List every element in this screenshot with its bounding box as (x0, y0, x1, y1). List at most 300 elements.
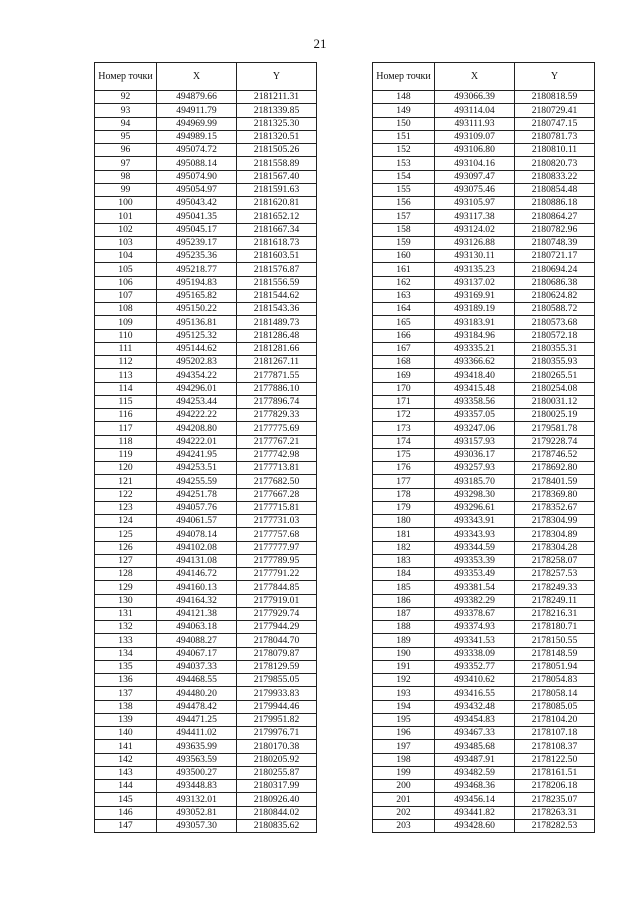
cell-point-number: 92 (95, 91, 157, 104)
cell-x: 493338.09 (435, 647, 515, 660)
cell-point-number: 180 (373, 515, 435, 528)
cell-x: 493366.62 (435, 356, 515, 369)
cell-y: 2178108.37 (515, 740, 595, 753)
cell-y: 2180864.27 (515, 210, 595, 223)
cell-point-number: 136 (95, 674, 157, 687)
cell-point-number: 139 (95, 713, 157, 726)
cell-x: 494411.02 (157, 727, 237, 740)
cell-x: 493441.82 (435, 806, 515, 819)
cell-y: 2180025.19 (515, 409, 595, 422)
table-row (373, 727, 595, 740)
table-row (95, 541, 317, 554)
table-row (373, 766, 595, 779)
cell-point-number: 107 (95, 289, 157, 302)
cell-y: 2178746.52 (515, 448, 595, 461)
cell-x: 493185.70 (435, 475, 515, 488)
table-row (95, 594, 317, 607)
table-row (373, 250, 595, 263)
table-row (373, 554, 595, 567)
cell-y: 2180170.38 (237, 740, 317, 753)
cell-x: 494146.72 (157, 568, 237, 581)
cell-y: 2181576.87 (237, 263, 317, 276)
cell-point-number: 155 (373, 183, 435, 196)
cell-y: 2178369.80 (515, 488, 595, 501)
table-row (373, 753, 595, 766)
cell-x: 493468.36 (435, 780, 515, 793)
table-row (95, 263, 317, 276)
cell-point-number: 201 (373, 793, 435, 806)
cell-point-number: 100 (95, 197, 157, 210)
table-row (373, 515, 595, 528)
table-row (373, 409, 595, 422)
cell-x: 493418.40 (435, 369, 515, 382)
cell-x: 493485.68 (435, 740, 515, 753)
cell-y: 2179976.71 (237, 727, 317, 740)
table-row (95, 303, 317, 316)
cell-y: 2181267.11 (237, 356, 317, 369)
cell-x: 494253.44 (157, 395, 237, 408)
cell-y: 2180886.18 (515, 197, 595, 210)
table-row (373, 634, 595, 647)
cell-x: 493343.91 (435, 515, 515, 528)
cell-point-number: 147 (95, 819, 157, 832)
cell-point-number: 122 (95, 488, 157, 501)
cell-point-number: 103 (95, 236, 157, 249)
cell-point-number: 202 (373, 806, 435, 819)
cell-y: 2178352.67 (515, 501, 595, 514)
cell-point-number: 177 (373, 475, 435, 488)
cell-x: 493106.80 (435, 144, 515, 157)
table-row (95, 316, 317, 329)
cell-point-number: 191 (373, 660, 435, 673)
table-row (95, 329, 317, 342)
cell-y: 2178051.94 (515, 660, 595, 673)
cell-x: 495194.83 (157, 276, 237, 289)
cell-x: 493357.05 (435, 409, 515, 422)
cell-point-number: 105 (95, 263, 157, 276)
cell-x: 493247.06 (435, 422, 515, 435)
cell-point-number: 194 (373, 700, 435, 713)
cell-point-number: 150 (373, 117, 435, 130)
cell-x: 493374.93 (435, 621, 515, 634)
cell-y: 2181281.66 (237, 342, 317, 355)
cell-x: 493454.83 (435, 713, 515, 726)
cell-point-number: 96 (95, 144, 157, 157)
cell-x: 493111.93 (435, 117, 515, 130)
cell-x: 495074.72 (157, 144, 237, 157)
cell-y: 2181567.40 (237, 170, 317, 183)
cell-point-number: 170 (373, 382, 435, 395)
cell-point-number: 106 (95, 276, 157, 289)
cell-y: 2181558.89 (237, 157, 317, 170)
cell-point-number: 181 (373, 528, 435, 541)
cell-x: 493344.59 (435, 541, 515, 554)
cell-y: 2181620.81 (237, 197, 317, 210)
cell-y: 2178304.99 (515, 515, 595, 528)
cell-point-number: 109 (95, 316, 157, 329)
cell-x: 494063.18 (157, 621, 237, 634)
table-row (95, 250, 317, 263)
cell-y: 2177829.33 (237, 409, 317, 422)
cell-point-number: 128 (95, 568, 157, 581)
cell-x: 493057.30 (157, 819, 237, 832)
cell-point-number: 185 (373, 581, 435, 594)
table-row (373, 91, 595, 104)
cell-x: 495144.62 (157, 342, 237, 355)
table-row (95, 621, 317, 634)
cell-y: 2178263.31 (515, 806, 595, 819)
cell-point-number: 200 (373, 780, 435, 793)
cell-point-number: 165 (373, 316, 435, 329)
cell-x: 494478.42 (157, 700, 237, 713)
cell-point-number: 114 (95, 382, 157, 395)
cell-point-number: 183 (373, 554, 435, 567)
table-row (373, 289, 595, 302)
column-header-point-number: Номер точки (95, 63, 157, 91)
cell-y: 2181603.51 (237, 250, 317, 263)
cell-point-number: 169 (373, 369, 435, 382)
cell-x: 493066.39 (435, 91, 515, 104)
table-row (373, 621, 595, 634)
cell-point-number: 104 (95, 250, 157, 263)
cell-y: 2177944.29 (237, 621, 317, 634)
table-row (95, 660, 317, 673)
cell-point-number: 141 (95, 740, 157, 753)
cell-y: 2180588.72 (515, 303, 595, 316)
table-row (373, 740, 595, 753)
table-row (373, 660, 595, 673)
table-row (373, 713, 595, 726)
cell-y: 2178161.51 (515, 766, 595, 779)
cell-y: 2180854.48 (515, 183, 595, 196)
table-row (95, 488, 317, 501)
cell-point-number: 159 (373, 236, 435, 249)
cell-x: 495043.42 (157, 197, 237, 210)
cell-y: 2178401.59 (515, 475, 595, 488)
cell-x: 494121.38 (157, 607, 237, 620)
cell-y: 2178104.20 (515, 713, 595, 726)
cell-point-number: 113 (95, 369, 157, 382)
cell-point-number: 144 (95, 780, 157, 793)
cell-x: 494067.17 (157, 647, 237, 660)
cell-point-number: 117 (95, 422, 157, 435)
cell-x: 494102.08 (157, 541, 237, 554)
cell-x: 493563.59 (157, 753, 237, 766)
cell-y: 2180355.93 (515, 356, 595, 369)
table-row (373, 462, 595, 475)
cell-x: 493448.83 (157, 780, 237, 793)
cell-point-number: 143 (95, 766, 157, 779)
table-row (95, 435, 317, 448)
cell-point-number: 156 (373, 197, 435, 210)
cell-y: 2178148.59 (515, 647, 595, 660)
cell-y: 2178150.55 (515, 634, 595, 647)
table-row (95, 342, 317, 355)
table-row (95, 409, 317, 422)
cell-point-number: 167 (373, 342, 435, 355)
table-row (373, 395, 595, 408)
cell-y: 2181543.36 (237, 303, 317, 316)
cell-y: 2180721.17 (515, 250, 595, 263)
cell-x: 494253.51 (157, 462, 237, 475)
table-row (373, 793, 595, 806)
cell-x: 494208.80 (157, 422, 237, 435)
cell-y: 2180818.59 (515, 91, 595, 104)
table-row (373, 263, 595, 276)
cell-point-number: 108 (95, 303, 157, 316)
table-row (373, 104, 595, 117)
cell-y: 2180844.02 (237, 806, 317, 819)
cell-y: 2178129.59 (237, 660, 317, 673)
cell-x: 494354.22 (157, 369, 237, 382)
cell-y: 2178180.71 (515, 621, 595, 634)
table-row (373, 130, 595, 143)
cell-y: 2180254.08 (515, 382, 595, 395)
cell-y: 2181211.31 (237, 91, 317, 104)
cell-point-number: 172 (373, 409, 435, 422)
cell-point-number: 110 (95, 329, 157, 342)
cell-point-number: 140 (95, 727, 157, 740)
cell-point-number: 179 (373, 501, 435, 514)
cell-y: 2180835.62 (237, 819, 317, 832)
cell-point-number: 196 (373, 727, 435, 740)
cell-y: 2177757.68 (237, 528, 317, 541)
cell-x: 493341.53 (435, 634, 515, 647)
cell-point-number: 133 (95, 634, 157, 647)
table-row (95, 501, 317, 514)
cell-y: 2180317.99 (237, 780, 317, 793)
cell-y: 2178258.07 (515, 554, 595, 567)
cell-x: 493487.91 (435, 753, 515, 766)
cell-y: 2181667.34 (237, 223, 317, 236)
cell-x: 494057.76 (157, 501, 237, 514)
cell-point-number: 163 (373, 289, 435, 302)
cell-y: 2178249.11 (515, 594, 595, 607)
cell-point-number: 153 (373, 157, 435, 170)
table-header-row (373, 63, 595, 91)
cell-x: 494471.25 (157, 713, 237, 726)
cell-y: 2177682.50 (237, 475, 317, 488)
cell-y: 2177919.01 (237, 594, 317, 607)
cell-point-number: 116 (95, 409, 157, 422)
cell-y: 2178054.83 (515, 674, 595, 687)
cell-point-number: 197 (373, 740, 435, 753)
cell-x: 494160.13 (157, 581, 237, 594)
cell-x: 494879.66 (157, 91, 237, 104)
cell-x: 494480.20 (157, 687, 237, 700)
table-header-row (95, 63, 317, 91)
cell-y: 2178257.53 (515, 568, 595, 581)
table-row (95, 674, 317, 687)
cell-y: 2179228.74 (515, 435, 595, 448)
cell-point-number: 138 (95, 700, 157, 713)
table-row (373, 157, 595, 170)
coordinates-table-left (94, 62, 317, 833)
cell-x: 493382.29 (435, 594, 515, 607)
cell-point-number: 168 (373, 356, 435, 369)
cell-point-number: 192 (373, 674, 435, 687)
cell-x: 494911.79 (157, 104, 237, 117)
cell-x: 494222.22 (157, 409, 237, 422)
cell-point-number: 94 (95, 117, 157, 130)
cell-point-number: 171 (373, 395, 435, 408)
cell-y: 2177929.74 (237, 607, 317, 620)
table-row (95, 289, 317, 302)
table-row (373, 435, 595, 448)
cell-point-number: 137 (95, 687, 157, 700)
table-row (373, 316, 595, 329)
cell-point-number: 175 (373, 448, 435, 461)
cell-point-number: 99 (95, 183, 157, 196)
cell-x: 495125.32 (157, 329, 237, 342)
cell-point-number: 102 (95, 223, 157, 236)
cell-point-number: 121 (95, 475, 157, 488)
table-row (95, 210, 317, 223)
cell-x: 493467.33 (435, 727, 515, 740)
cell-point-number: 118 (95, 435, 157, 448)
cell-x: 493104.16 (435, 157, 515, 170)
table-row (373, 488, 595, 501)
cell-y: 2178079.87 (237, 647, 317, 660)
table-row (95, 568, 317, 581)
table-row (373, 448, 595, 461)
table-body (373, 91, 595, 833)
column-header-y: Y (515, 63, 595, 91)
cell-point-number: 132 (95, 621, 157, 634)
cell-y: 2181505.26 (237, 144, 317, 157)
cell-x: 493378.67 (435, 607, 515, 620)
table-row (373, 528, 595, 541)
cell-x: 495045.17 (157, 223, 237, 236)
cell-x: 493184.96 (435, 329, 515, 342)
cell-x: 493097.47 (435, 170, 515, 183)
cell-y: 2177715.81 (237, 501, 317, 514)
table-row (95, 819, 317, 832)
cell-point-number: 101 (95, 210, 157, 223)
cell-x: 494969.99 (157, 117, 237, 130)
cell-point-number: 184 (373, 568, 435, 581)
cell-x: 493183.91 (435, 316, 515, 329)
cell-x: 493456.14 (435, 793, 515, 806)
table-row (95, 382, 317, 395)
cell-x: 493135.23 (435, 263, 515, 276)
cell-x: 493036.17 (435, 448, 515, 461)
table-row (373, 647, 595, 660)
cell-x: 494255.59 (157, 475, 237, 488)
cell-point-number: 126 (95, 541, 157, 554)
cell-x: 495239.17 (157, 236, 237, 249)
cell-point-number: 146 (95, 806, 157, 819)
cell-x: 493157.93 (435, 435, 515, 448)
table-row (373, 541, 595, 554)
cell-y: 2178058.14 (515, 687, 595, 700)
table-row (373, 356, 595, 369)
cell-point-number: 129 (95, 581, 157, 594)
table-row (373, 581, 595, 594)
cell-point-number: 193 (373, 687, 435, 700)
table-row (95, 462, 317, 475)
table-row (373, 382, 595, 395)
table-row (373, 329, 595, 342)
cell-y: 2180781.73 (515, 130, 595, 143)
cell-x: 494468.55 (157, 674, 237, 687)
table-row (373, 342, 595, 355)
cell-y: 2180573.68 (515, 316, 595, 329)
table-row (95, 806, 317, 819)
table-row (373, 819, 595, 832)
table-row (373, 806, 595, 819)
table-row (95, 422, 317, 435)
cell-x: 493428.60 (435, 819, 515, 832)
cell-x: 495054.97 (157, 183, 237, 196)
cell-point-number: 190 (373, 647, 435, 660)
cell-point-number: 182 (373, 541, 435, 554)
cell-y: 2178692.80 (515, 462, 595, 475)
cell-point-number: 148 (373, 91, 435, 104)
cell-y: 2180624.82 (515, 289, 595, 302)
cell-point-number: 93 (95, 104, 157, 117)
cell-y: 2178304.89 (515, 528, 595, 541)
cell-point-number: 189 (373, 634, 435, 647)
table-row (95, 515, 317, 528)
cell-y: 2180820.73 (515, 157, 595, 170)
cell-point-number: 134 (95, 647, 157, 660)
cell-y: 2181320.51 (237, 130, 317, 143)
table-row (95, 91, 317, 104)
cell-y: 2177777.97 (237, 541, 317, 554)
table-row (373, 197, 595, 210)
cell-x: 493132.01 (157, 793, 237, 806)
table-row (95, 753, 317, 766)
cell-x: 495041.35 (157, 210, 237, 223)
cell-y: 2178216.31 (515, 607, 595, 620)
cell-x: 493635.99 (157, 740, 237, 753)
cell-x: 493352.77 (435, 660, 515, 673)
cell-y: 2180686.38 (515, 276, 595, 289)
table-row (95, 223, 317, 236)
cell-point-number: 199 (373, 766, 435, 779)
cell-x: 493353.39 (435, 554, 515, 567)
table-row (373, 568, 595, 581)
cell-y: 2178107.18 (515, 727, 595, 740)
column-header-y: Y (237, 63, 317, 91)
table-row (373, 144, 595, 157)
cell-y: 2180833.22 (515, 170, 595, 183)
table-row (95, 793, 317, 806)
cell-point-number: 178 (373, 488, 435, 501)
cell-y: 2178044.70 (237, 634, 317, 647)
cell-point-number: 162 (373, 276, 435, 289)
cell-y: 2177775.69 (237, 422, 317, 435)
cell-point-number: 135 (95, 660, 157, 673)
cell-y: 2179581.78 (515, 422, 595, 435)
table-row (95, 740, 317, 753)
cell-y: 2181591.63 (237, 183, 317, 196)
cell-x: 494164.32 (157, 594, 237, 607)
page-number: 21 (313, 36, 327, 51)
cell-point-number: 164 (373, 303, 435, 316)
cell-y: 2180810.11 (515, 144, 595, 157)
cell-x: 494251.78 (157, 488, 237, 501)
cell-y: 2180031.12 (515, 395, 595, 408)
table-row (373, 303, 595, 316)
cell-x: 494131.08 (157, 554, 237, 567)
table-row (373, 210, 595, 223)
cell-x: 495218.77 (157, 263, 237, 276)
cell-x: 493130.11 (435, 250, 515, 263)
cell-x: 495136.81 (157, 316, 237, 329)
cell-y: 2180255.87 (237, 766, 317, 779)
